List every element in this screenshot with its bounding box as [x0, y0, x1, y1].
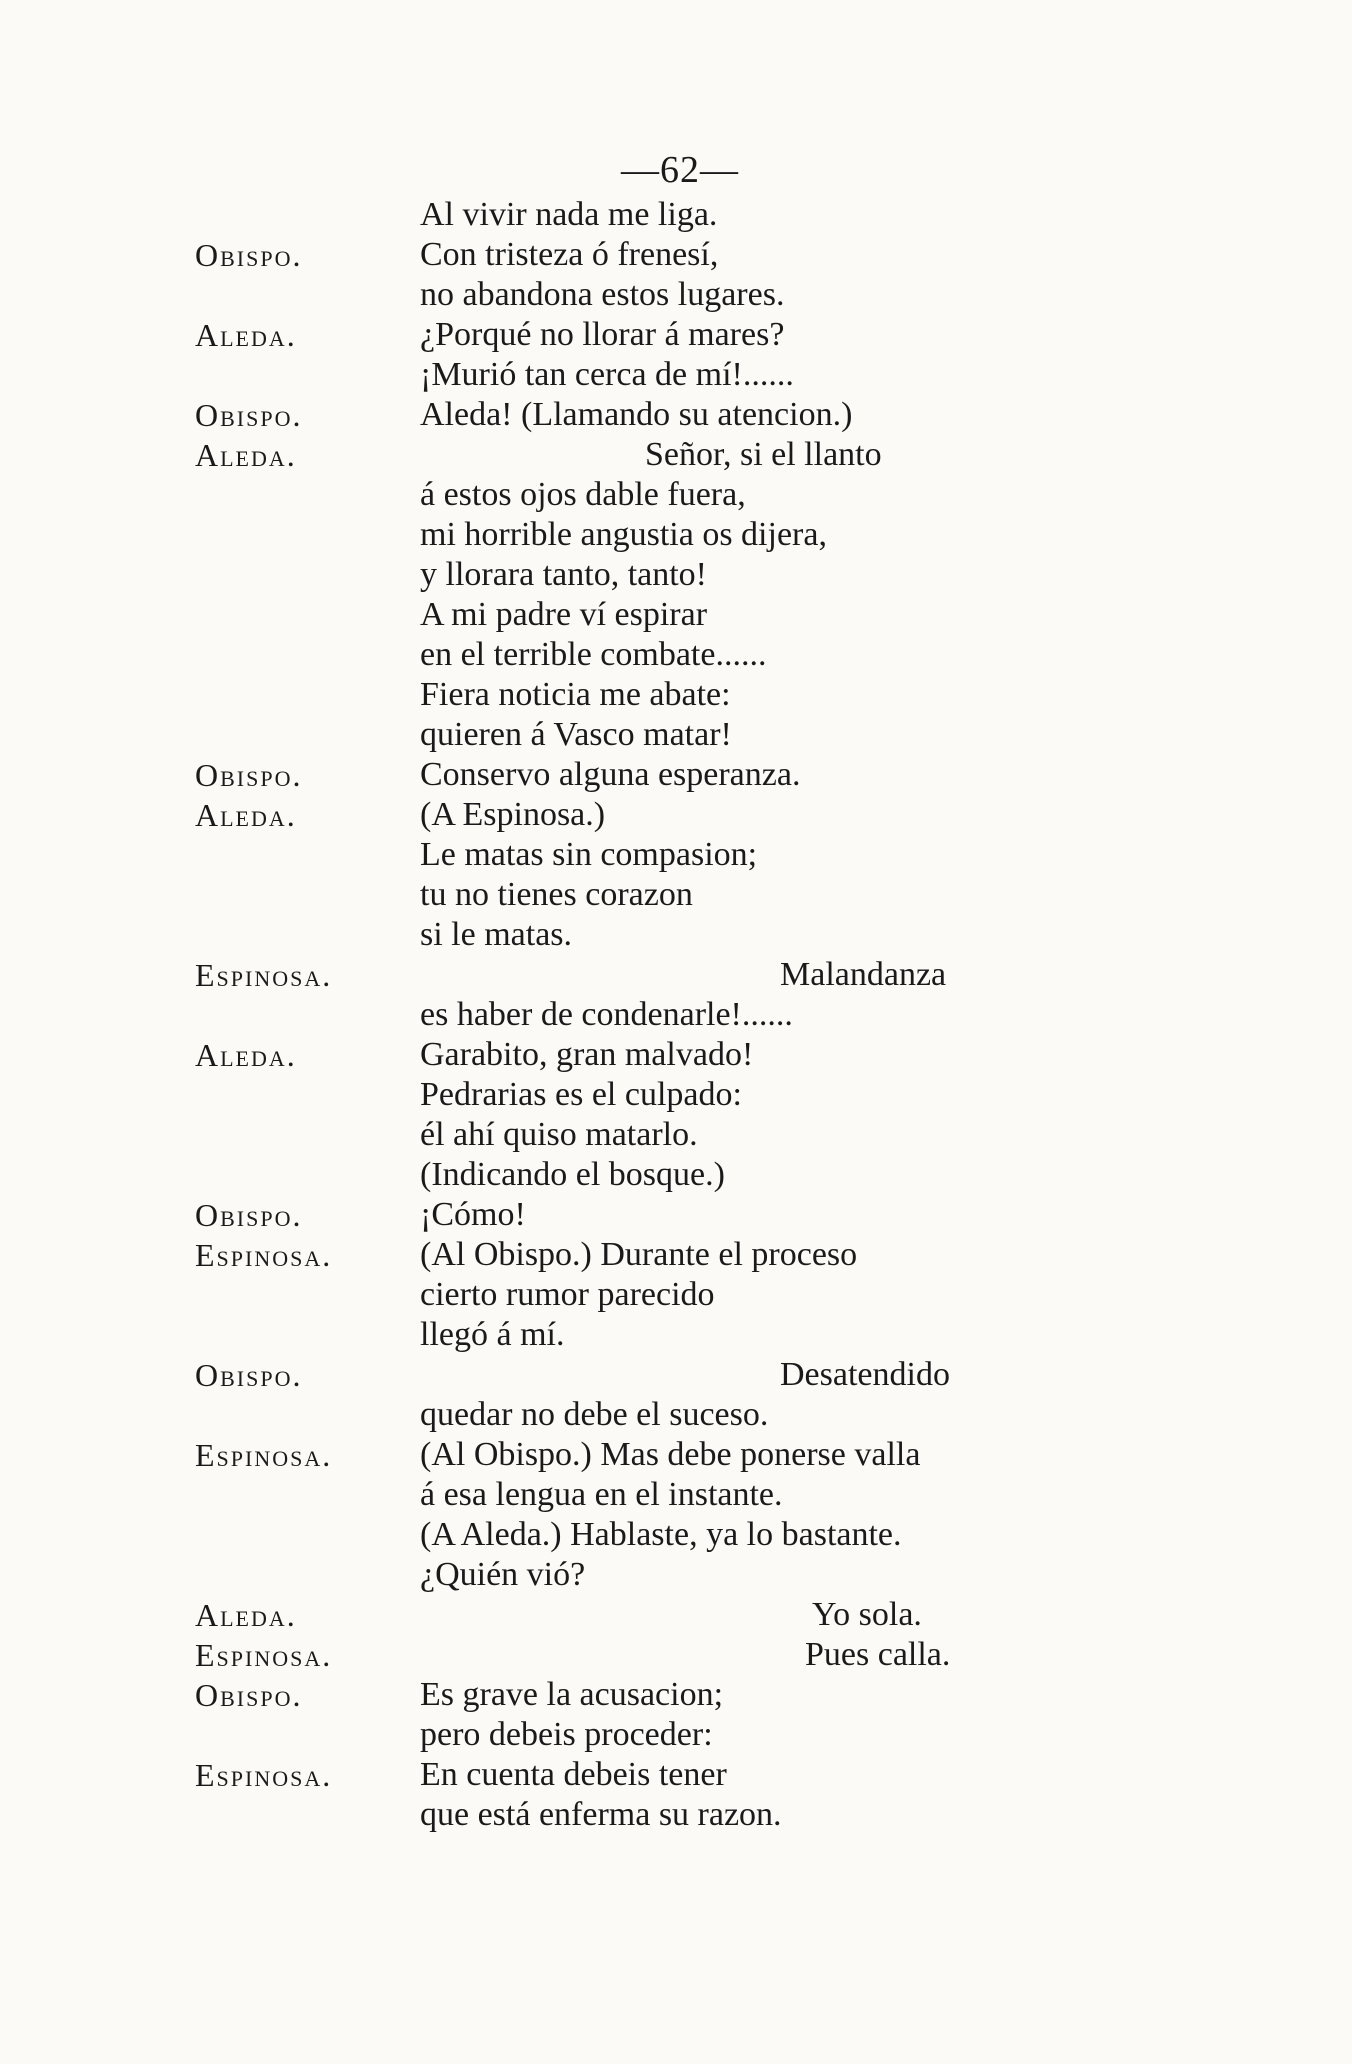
dialogue-line — [0, 915, 1352, 955]
verse-text: Yo sola. — [812, 1596, 922, 1633]
dialogue-line — [0, 1195, 1352, 1235]
verse-text: tu no tienes corazon — [420, 876, 693, 913]
dialogue-line — [0, 395, 1352, 435]
dialogue-lines — [0, 195, 1352, 1835]
dialogue-line — [0, 1475, 1352, 1515]
verse-text: (A Espinosa.) — [420, 796, 606, 833]
dialogue-line — [0, 635, 1352, 675]
verse-text: A mi padre ví espirar — [420, 596, 708, 633]
speaker-name: Espinosa. — [195, 1757, 333, 1793]
verse-text: (Al Obispo.) Durante el proceso — [420, 1236, 858, 1273]
verse-text: Con tristeza ó frenesí, — [420, 236, 719, 273]
dialogue-line — [0, 835, 1352, 875]
verse-text: si le matas. — [420, 916, 573, 953]
speaker-name: Aleda. — [195, 1597, 297, 1633]
dialogue-line — [0, 715, 1352, 755]
dialogue-line — [0, 995, 1352, 1035]
verse-text: Pedrarias es el culpado: — [420, 1076, 742, 1113]
verse-text: ¡Cómo! — [420, 1196, 526, 1233]
verse-text: Es grave la acusacion; — [420, 1676, 724, 1713]
speaker-name: Aleda. — [195, 1037, 297, 1073]
verse-text: Malandanza — [780, 956, 947, 993]
dialogue-line — [0, 875, 1352, 915]
verse-text: (Al Obispo.) Mas debe ponerse valla — [420, 1436, 921, 1473]
page-number: —62— — [621, 149, 739, 191]
dialogue-line — [0, 1355, 1352, 1395]
dialogue-line — [0, 1115, 1352, 1155]
verse-text: llegó á mí. — [420, 1316, 565, 1353]
speaker-name: Obispo. — [195, 1677, 303, 1713]
dialogue-line — [0, 1395, 1352, 1435]
dialogue-line — [0, 1595, 1352, 1635]
verse-text: Señor, si el llanto — [645, 436, 882, 473]
speaker-name: Aleda. — [195, 317, 297, 353]
verse-text: él ahí quiso matarlo. — [420, 1116, 698, 1153]
verse-text: no abandona estos lugares. — [420, 276, 785, 313]
speaker-name: Obispo. — [195, 757, 303, 793]
speaker-name: Obispo. — [195, 1357, 303, 1393]
speaker-name: Espinosa. — [195, 1637, 333, 1673]
verse-text: en el terrible combate...... — [420, 636, 767, 673]
dialogue-line — [0, 1555, 1352, 1595]
dialogue-line — [0, 515, 1352, 555]
verse-text: Pues calla. — [805, 1636, 951, 1673]
verse-text: Desatendido — [780, 1356, 950, 1393]
speaker-name: Espinosa. — [195, 1437, 333, 1473]
dialogue-line — [0, 1075, 1352, 1115]
verse-text: quieren á Vasco matar! — [420, 716, 732, 753]
dialogue-line — [0, 435, 1352, 475]
verse-text: (A Aleda.) Hablaste, ya lo bastante. — [420, 1516, 902, 1553]
verse-text: En cuenta debeis tener — [420, 1756, 727, 1793]
dialogue-line — [0, 595, 1352, 635]
verse-text: mi horrible angustia os dijera, — [420, 516, 827, 553]
verse-text: ¿Quién vió? — [420, 1556, 586, 1593]
dialogue-line — [0, 675, 1352, 715]
verse-text: Le matas sin compasion; — [420, 836, 758, 873]
verse-text: ¡Murió tan cerca de mí!...... — [420, 356, 794, 393]
verse-text: pero debeis proceder: — [420, 1716, 713, 1753]
dialogue-line — [0, 475, 1352, 515]
verse-text: es haber de condenarle!...... — [420, 996, 793, 1033]
dialogue-line — [0, 1315, 1352, 1355]
speaker-name: Obispo. — [195, 1197, 303, 1233]
verse-text: quedar no debe el suceso. — [420, 1396, 769, 1433]
speaker-name: Aleda. — [195, 797, 297, 833]
dialogue-line — [0, 555, 1352, 595]
verse-text: á esa lengua en el instante. — [420, 1476, 783, 1513]
verse-text: cierto rumor parecido — [420, 1276, 715, 1313]
verse-text: y llorara tanto, tanto! — [420, 556, 708, 593]
speaker-name: Espinosa. — [195, 1237, 333, 1273]
verse-text: Garabito, gran malvado! — [420, 1036, 754, 1073]
verse-text: Conservo alguna esperanza. — [420, 756, 801, 793]
dialogue-line — [0, 795, 1352, 835]
dialogue-line — [0, 1795, 1352, 1835]
speaker-name: Obispo. — [195, 397, 303, 433]
dialogue-line — [0, 195, 1352, 235]
verse-text: ¿Porqué no llorar á mares? — [420, 316, 785, 353]
dialogue-line — [0, 275, 1352, 315]
dialogue-line — [0, 355, 1352, 395]
dialogue-line — [0, 1635, 1352, 1675]
speaker-name: Obispo. — [195, 237, 303, 273]
verse-text: (Indicando el bosque.) — [420, 1156, 725, 1193]
dialogue-line — [0, 1235, 1352, 1275]
dialogue-line — [0, 1435, 1352, 1475]
verse-text: á estos ojos dable fuera, — [420, 476, 746, 513]
speaker-name: Aleda. — [195, 437, 297, 473]
dialogue-line — [0, 1675, 1352, 1715]
dialogue-line — [0, 1755, 1352, 1795]
dialogue-line — [0, 955, 1352, 995]
verse-text: Fiera noticia me abate: — [420, 676, 731, 713]
speaker-name: Espinosa. — [195, 957, 333, 993]
dialogue-line — [0, 315, 1352, 355]
dialogue-line — [0, 755, 1352, 795]
verse-text: que está enferma su razon. — [420, 1796, 782, 1833]
dialogue-line — [0, 1515, 1352, 1555]
dialogue-line — [0, 1275, 1352, 1315]
dialogue-line — [0, 1715, 1352, 1755]
dialogue-line — [0, 1155, 1352, 1195]
verse-text: Al vivir nada me liga. — [420, 196, 718, 233]
dialogue-line — [0, 235, 1352, 275]
dialogue-line — [0, 1035, 1352, 1075]
verse-text: Aleda! (Llamando su atencion.) — [420, 396, 853, 433]
